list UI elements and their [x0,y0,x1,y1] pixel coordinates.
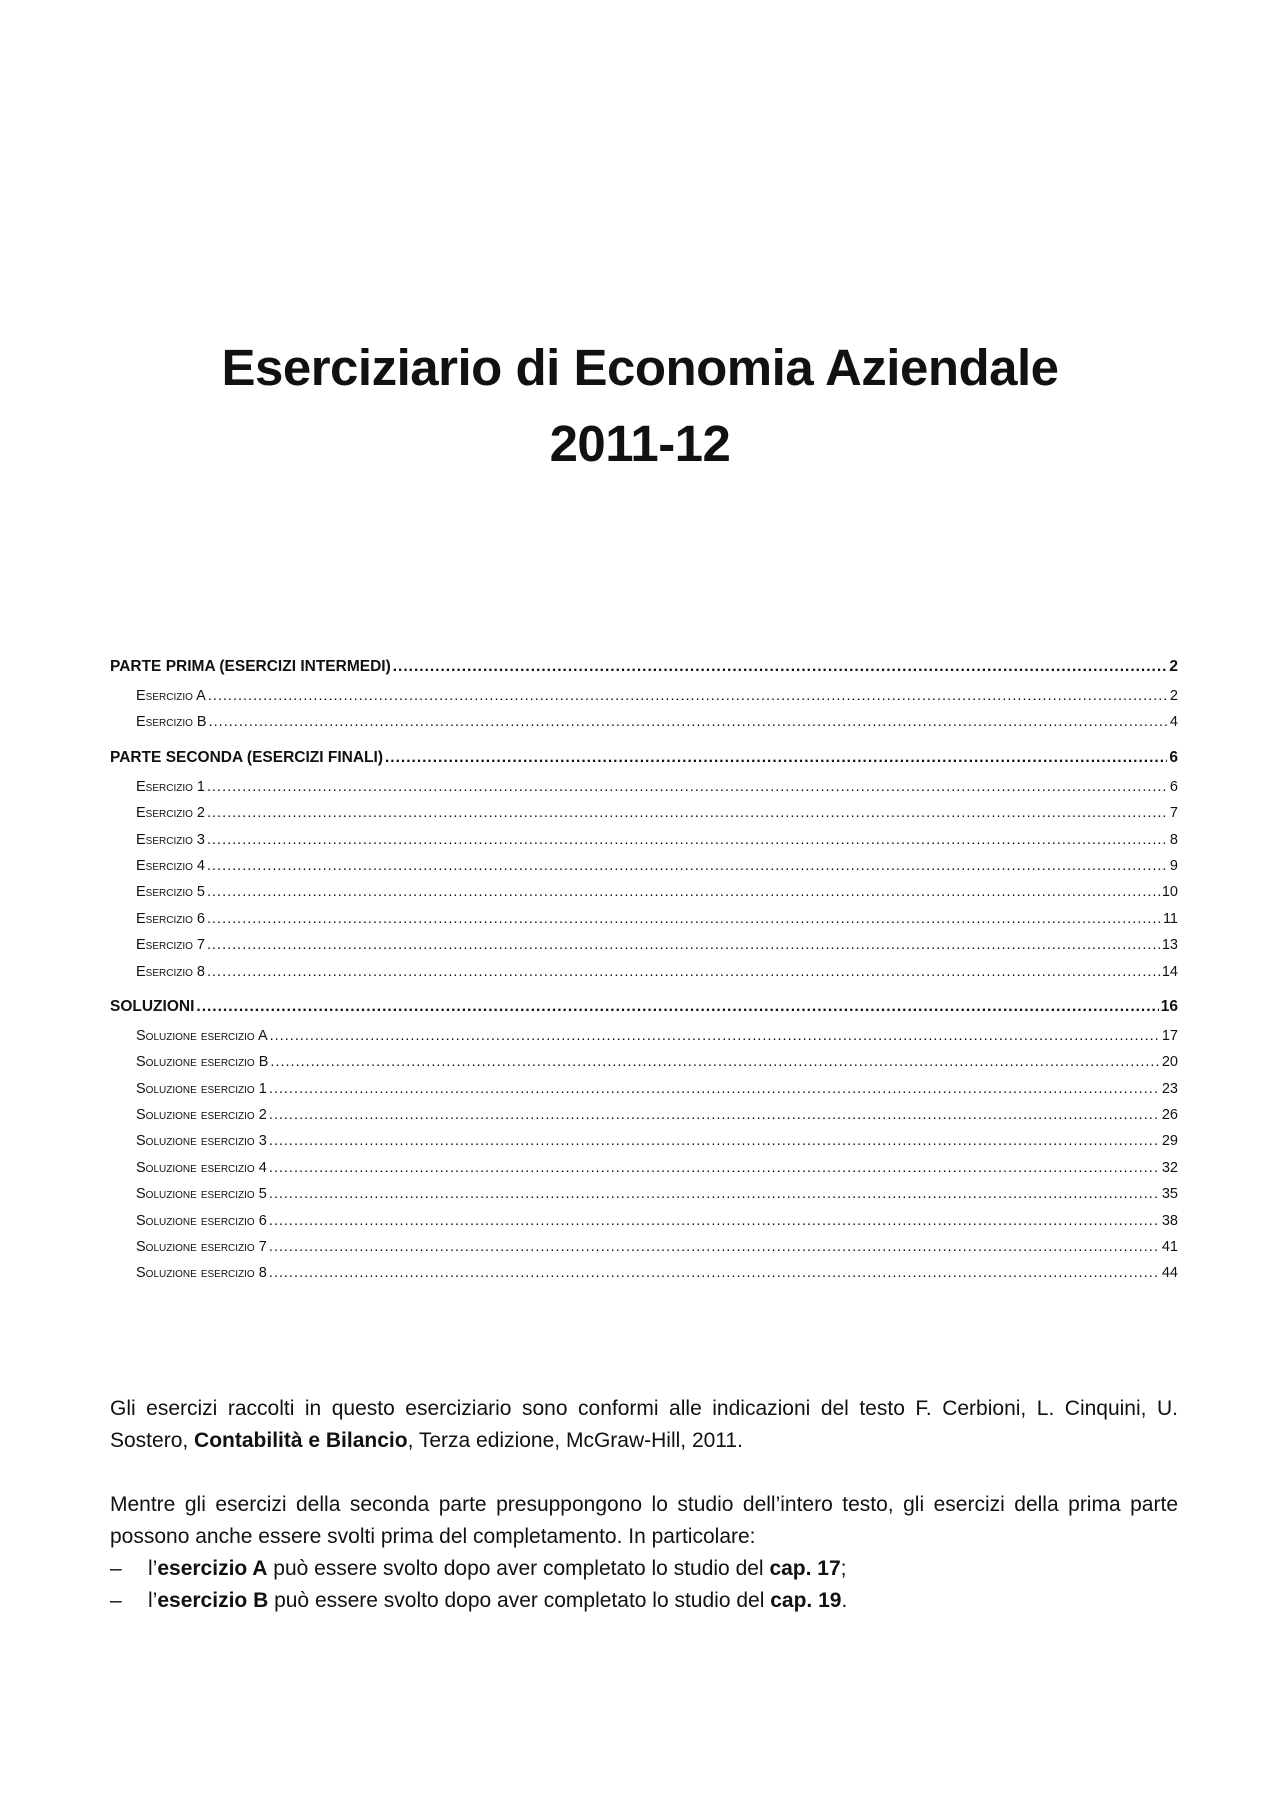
text: , Terza edizione, McGraw-Hill, 2011. [407,1429,743,1452]
toc-label: Soluzione esercizio 2 [136,1107,267,1124]
table-of-contents [110,658,1178,1292]
toc-page-number: 2 [1169,658,1178,675]
toc-leader [270,1028,1160,1044]
text: cap. 19 [770,1589,842,1612]
toc-entry[interactable] [110,1028,1178,1054]
dash: – [110,1557,122,1580]
toc-label: Soluzione esercizio 7 [136,1239,267,1256]
toc-page-number: 13 [1161,937,1178,954]
toc-heading-soluzioni[interactable] [110,998,1178,1024]
toc-leader [269,1213,1160,1229]
text: l’ [148,1557,158,1580]
toc-page-number: 6 [1169,748,1178,766]
toc-leader [196,998,1158,1016]
text: ; [840,1557,847,1580]
toc-page-number: 4 [1169,714,1178,731]
toc-page-number: 20 [1161,1054,1178,1071]
toc-entry[interactable] [110,805,1178,831]
toc-page-number: 8 [1169,831,1178,848]
toc-label: Soluzione esercizio 3 [136,1133,267,1150]
toc-leader [269,1265,1160,1281]
toc-page-number: 17 [1161,1027,1178,1044]
toc-leader [207,858,1168,874]
toc-entry[interactable] [110,1160,1178,1186]
toc-label: Esercizio B [136,714,207,731]
toc-entry[interactable] [110,832,1178,858]
document-title [0,330,1280,482]
intro-paragraph-2: Mentre gli esercizi della seconda parte presuppongono lo studio dell’intero testo, gli esercizi della prima parte possono anche essere svolti prima del completamento. In particolare: [110,1493,1178,1548]
toc-entry[interactable] [110,1265,1178,1291]
toc-label: Esercizio 5 [136,884,205,901]
text: . [841,1589,848,1612]
toc-entry[interactable] [110,884,1178,910]
toc-entry[interactable] [110,964,1178,990]
toc-label: Esercizio 1 [136,778,205,795]
toc-label: Esercizio 3 [136,831,205,848]
toc-leader [207,911,1161,927]
toc-page-number: 23 [1161,1080,1178,1097]
toc-leader [207,937,1160,953]
toc-label: Esercizio 7 [136,937,205,954]
toc-heading-parte-prima[interactable] [110,658,1178,684]
title-line-2: 2011-12 [549,415,731,472]
toc-label: PARTE SECONDA (ESERCIZI FINALI) [110,748,383,766]
toc-label: Soluzione esercizio 4 [136,1159,267,1176]
toc-page-number: 38 [1161,1212,1178,1229]
toc-leader [269,1186,1160,1202]
text: esercizio A [157,1557,268,1580]
toc-label: Soluzione esercizio B [136,1054,269,1071]
text: può essere svolto dopo aver completato lo studio del [267,1557,770,1580]
toc-label: SOLUZIONI [110,997,195,1015]
list-item [110,1585,1178,1617]
toc-leader [207,832,1168,848]
toc-page-number: 44 [1161,1265,1178,1282]
toc-leader [385,749,1167,767]
toc-page-number: 35 [1161,1186,1178,1203]
toc-entry[interactable] [110,779,1178,805]
toc-page-number: 2 [1169,688,1178,704]
toc-leader [207,964,1160,980]
toc-leader [207,884,1160,900]
toc-entry[interactable] [110,1239,1178,1265]
toc-label: Soluzione esercizio 8 [136,1265,267,1282]
intro-paragraph-1 [110,1393,1178,1457]
toc-label: Soluzione esercizio 1 [136,1080,267,1097]
toc-page-number: 32 [1161,1159,1178,1176]
toc-label: Esercizio 6 [136,910,205,927]
toc-label: Soluzione esercizio 6 [136,1212,267,1229]
toc-leader [209,714,1168,730]
toc-page-number: 41 [1161,1239,1178,1256]
list-item [110,1553,1178,1585]
toc-page-number: 7 [1169,805,1178,822]
toc-leader [269,1107,1160,1123]
toc-entry[interactable] [110,911,1178,937]
toc-page-number: 9 [1169,857,1178,874]
toc-leader [269,1133,1160,1149]
toc-page-number: 10 [1161,884,1178,901]
toc-leader [208,688,1168,704]
toc-entry[interactable] [110,688,1178,714]
toc-page-number: 16 [1160,997,1178,1015]
toc-page-number: 29 [1161,1133,1178,1150]
toc-entry[interactable] [110,1081,1178,1107]
toc-leader [207,805,1168,821]
toc-label: Esercizio 4 [136,857,205,874]
toc-entry[interactable] [110,714,1178,740]
toc-entry[interactable] [110,1054,1178,1080]
toc-entry[interactable] [110,1107,1178,1133]
toc-page-number: 14 [1161,963,1178,980]
toc-leader [269,1239,1160,1255]
toc-label: Esercizio 2 [136,805,205,822]
toc-label: Soluzione esercizio A [136,1027,268,1044]
text: può essere svolto dopo aver completato lo studio del [268,1589,771,1612]
text: cap. 17 [769,1557,841,1580]
text: l’ [148,1589,158,1612]
toc-leader [269,1081,1160,1097]
toc-leader [269,1160,1160,1176]
title-line-1: Eserciziario di Economia Aziendale [221,339,1059,396]
toc-label: PARTE PRIMA (ESERCIZI INTERMEDI) [110,658,391,675]
toc-entry[interactable] [110,937,1178,963]
text: Gli esercizi raccolti in questo eserciziario sono conformi alle indicazioni del testo F. Cerbioni, L. Cinquini, U. Sostero, [110,1397,1178,1452]
toc-entry[interactable] [110,858,1178,884]
toc-page-number: 6 [1169,778,1178,795]
toc-label: Esercizio A [136,688,206,704]
toc-page-number: 11 [1162,910,1178,927]
book-title: Contabilità e Bilancio [194,1429,408,1452]
toc-label: Soluzione esercizio 5 [136,1186,267,1203]
toc-heading-parte-seconda[interactable] [110,749,1178,775]
toc-label: Esercizio 8 [136,963,205,980]
dash: – [110,1589,122,1612]
intro-text [110,1393,1178,1617]
text: esercizio B [157,1589,269,1612]
toc-leader [393,658,1168,676]
toc-leader [207,779,1168,795]
toc-entry[interactable] [110,1186,1178,1212]
toc-leader [270,1054,1159,1070]
toc-entry[interactable] [110,1133,1178,1159]
toc-page-number: 26 [1161,1107,1178,1124]
toc-entry[interactable] [110,1213,1178,1239]
